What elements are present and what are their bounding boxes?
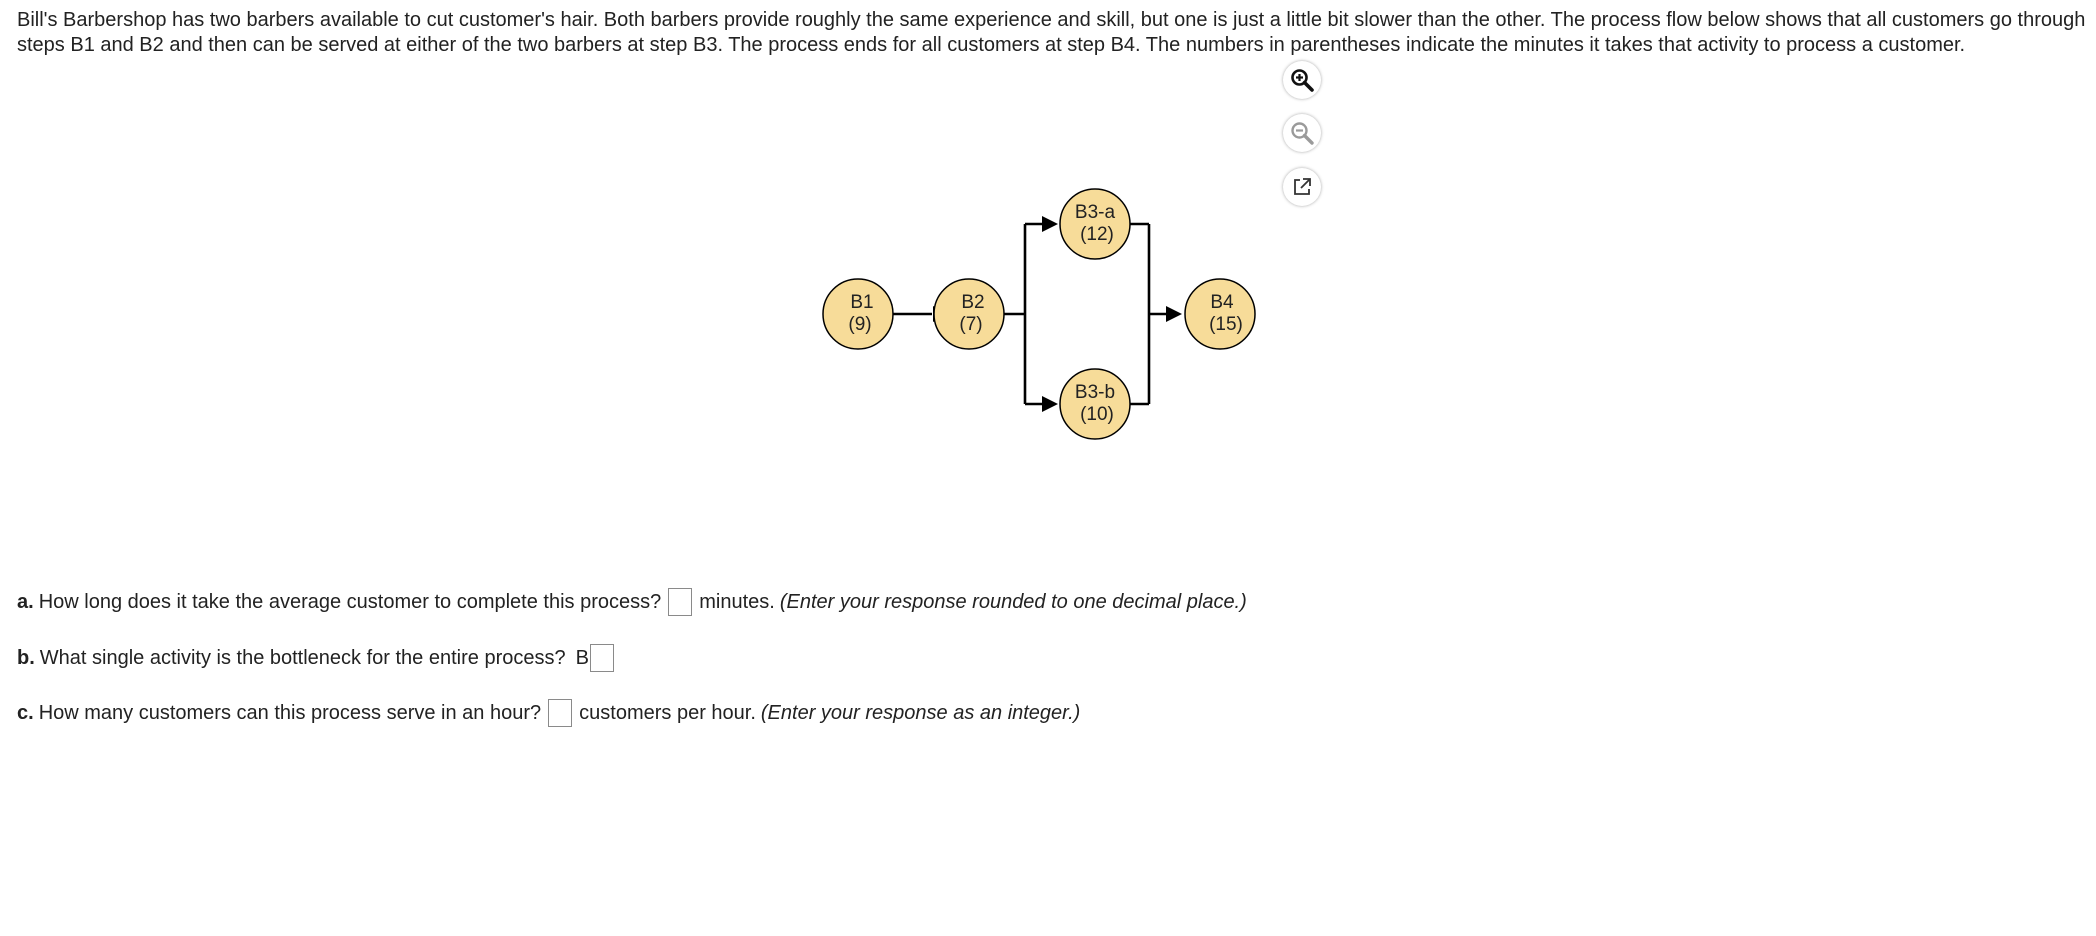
node-b3b-time: (10) xyxy=(1080,404,1114,425)
arrowhead-b4 xyxy=(1166,306,1182,322)
question-c-answer-input[interactable] xyxy=(548,699,572,727)
question-c-letter: c. xyxy=(17,702,34,724)
question-a-hint: (Enter your response rounded to one decimal place.) xyxy=(779,591,1247,613)
node-b3a-time: (12) xyxy=(1080,224,1114,245)
node-b4-time: (15) xyxy=(1209,314,1243,335)
question-a-suffix: minutes. xyxy=(699,591,775,613)
node-b1 xyxy=(823,279,893,349)
node-b1-name: B1 xyxy=(850,292,874,313)
node-b4-name: B4 xyxy=(1210,292,1234,313)
question-a xyxy=(17,587,1247,617)
node-b3b-name: B3-b xyxy=(1074,382,1116,403)
question-a-answer-input[interactable] xyxy=(668,588,692,616)
arrowhead-b3b xyxy=(1042,396,1058,412)
zoom-out-button[interactable] xyxy=(1283,114,1321,152)
question-a-text: How long does it take the average customer to complete this process? xyxy=(38,591,662,613)
zoom-out-icon xyxy=(1289,120,1315,146)
question-c-text: How many customers can this process serve in an hour? xyxy=(38,702,542,724)
question-c-suffix: customers per hour. xyxy=(579,702,756,724)
problem-statement: Bill's Barbershop has two barbers available to cut customer's hair. Both barbers provide roughly the same experience and skill, but one is just a little bit slower than the other. The process flow below shows that all customers go through steps B1 and B2 and then can be served at either of the two barbers at step B3. The process ends for all customers at step B4. The numbers in parentheses indicate the minutes it takes that activity to process a customer. xyxy=(17,9,2086,56)
question-b xyxy=(17,643,621,673)
question-b-prefix: B xyxy=(575,647,589,669)
node-b1-time: (9) xyxy=(848,314,872,335)
zoom-in-icon xyxy=(1289,67,1315,93)
node-b3a xyxy=(1060,189,1130,259)
zoom-in-button[interactable] xyxy=(1283,61,1321,99)
question-b-answer-input[interactable] xyxy=(590,644,614,672)
node-b2-time: (7) xyxy=(959,314,983,335)
question-b-text: What single activity is the bottleneck for the entire process? xyxy=(39,647,566,669)
node-b2 xyxy=(934,279,1004,349)
node-b3a-name: B3-a xyxy=(1074,202,1116,223)
question-c xyxy=(17,698,1080,728)
question-a-letter: a. xyxy=(17,591,34,613)
node-b4 xyxy=(1185,279,1255,349)
question-c-hint: (Enter your response as an integer.) xyxy=(760,702,1081,724)
question-b-letter: b. xyxy=(17,647,35,669)
arrowhead-b3a xyxy=(1042,216,1058,232)
process-flow-diagram xyxy=(800,180,1300,460)
node-b2-name: B2 xyxy=(961,292,985,313)
node-b3b xyxy=(1060,369,1130,439)
